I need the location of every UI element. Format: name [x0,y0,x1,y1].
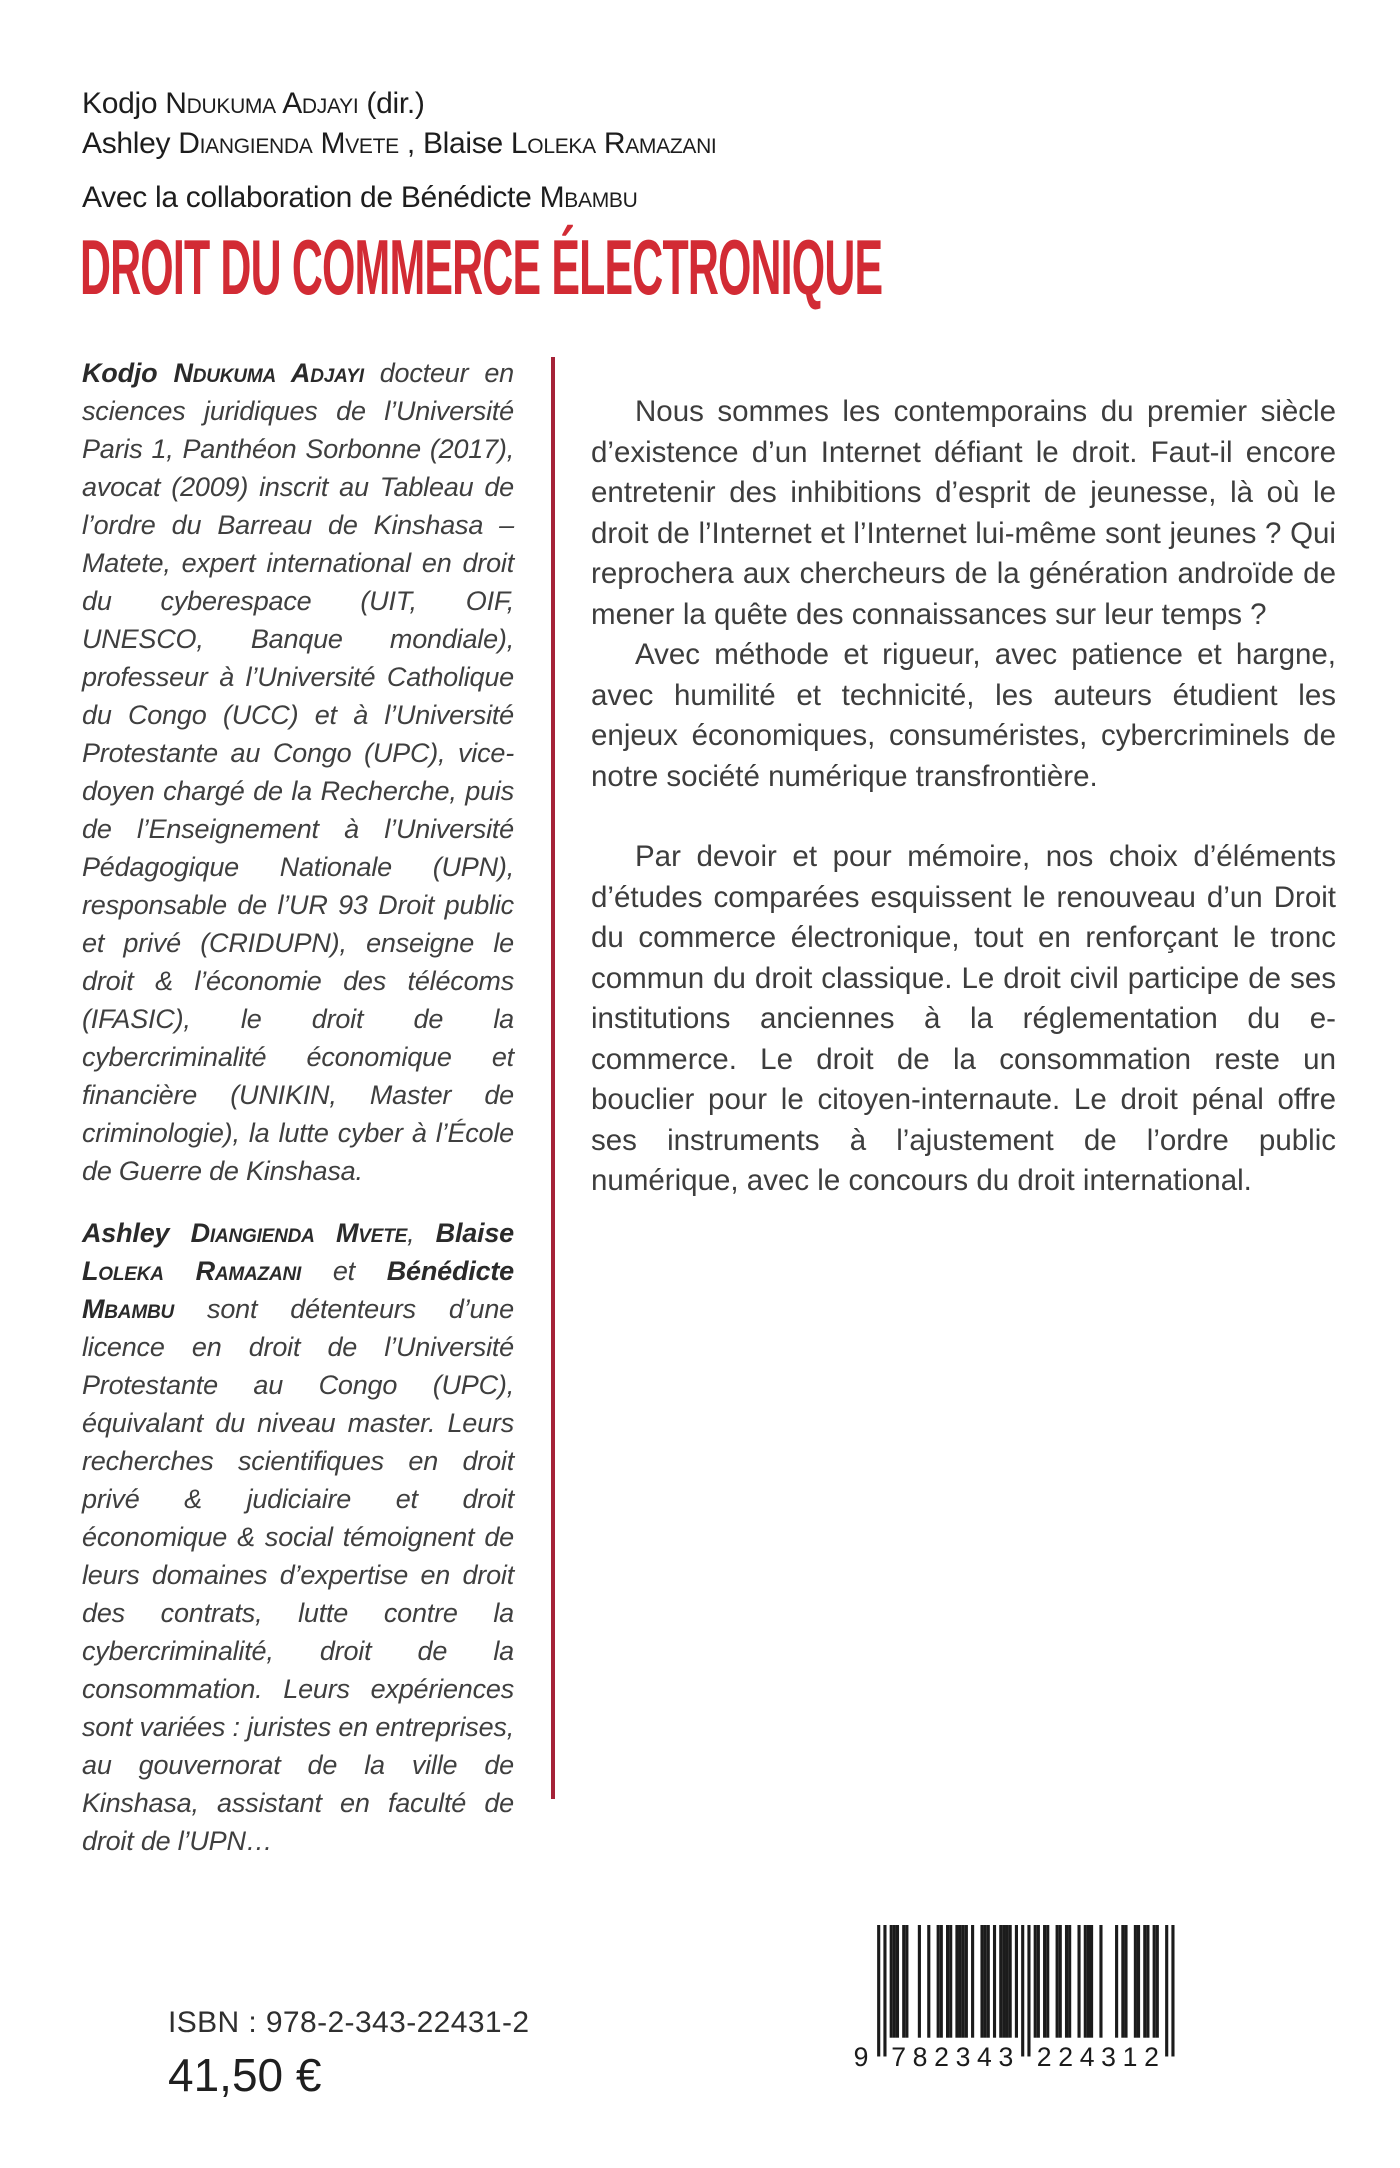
author-first-name: Ashley [82,127,179,160]
author-first-name: Kodjo [82,358,174,388]
bio-text: sont détenteurs d’une licence en droit de l’Université Protestante au Congo (UPC), équivalant du niveau master. Leurs recherches scientifiques en droit privé & judiciaire et droit économique & social témoignent de leurs domaines d’expertise en droit des contrats, lutte contre la cybercriminalité, droit de la consommation. Leurs expériences sont variées : juristes en entreprises, au gouvernorat de la ville de Kinshasa, assistant en faculté de droit de l’UPN… [82,1294,514,1856]
synopsis-paragraph: Par devoir et pour mémoire, nos choix d’éléments d’études comparées esquissent le renouveau d’un Droit du commerce électronique, tout en renforçant le tronc commun du droit classique. Le droit civil participe de ses institutions anciennes à la réglementation du e-commerce. Le droit de la consommation reste un bouclier pour le citoyen-internaute. Le droit pénal offre ses instruments à l’ajustement de l’ordre public numérique, avec le concours du droit international. [591,840,1336,1197]
author-first-name: Kodjo [82,87,166,120]
author-surname: Loleka Ramazani [510,127,717,160]
isbn-text: ISBN : 978-2-343-22431-2 [168,2006,530,2039]
byline-director [82,84,716,124]
author-surname: Ndukuma Adjayi [165,87,359,120]
author-surname: Diangienda Mvete [178,127,399,160]
author-surname: Mbambu [539,181,638,214]
byline-separator: , [398,127,423,160]
bio-text: docteur en sciences juridiques de l’Université Paris 1, Panthéon Sorbonne (2017), avocat (2009) inscrit au Tableau de l’ordre du Barreau de Kinshasa – Matete, expert international en droit du cyberespace (UIT, OIF, UNESCO, Banque mondiale), professeur à l’Université Catholique du Congo (UCC) et à l’Université Protestante au Congo (UPC), vice-doyen chargé de la Recherche, puis de l’Enseignement à l’Université Pédagogique Nationale (UPN), responsable de l’UR 93 Droit public et privé (CRIDUPN), enseigne le droit & l’économie des télécoms (IFASIC), le droit de la cybercriminalité économique et financière (UNIKIN, Master de criminologie), la lutte cyber à l’École de Guerre de Kinshasa. [82,358,514,1186]
author-first-name: Ashley [82,1218,191,1248]
byline-coauthors [82,124,716,164]
author-first-name: Blaise [422,127,511,160]
director-suffix: (dir.) [358,87,425,120]
synopsis-paragraph: Nous sommes les contemporains du premier siècle d’existence d’un Internet défiant le droit. Faut-il encore entretenir des inhibitions d’esprit de jeunesse, là où le droit de l’Internet et l’Internet lui-même sont jeunes ? Qui reprochera aux chercheurs de la génération androïde de mener la quête des connaissances sur leur temps ? [591,395,1336,631]
isbn-price-block [168,2006,530,2102]
barcode-digits-right: 224312 [1036,2041,1159,2069]
author-surname: Loleka Ramazani [82,1256,302,1286]
synopsis-column [591,392,1336,1202]
barcode-digits-left: 782343 [891,2041,1014,2069]
author-first-name: Blaise [435,1218,514,1248]
book-title: DROIT DU COMMERCE ÉLECTRONIQUE [80,223,883,311]
author-surname: Mbambu [82,1294,175,1324]
collaboration-text: Avec la collaboration de Bénédicte [82,181,540,214]
author-surname: Ndukuma Adjayi [173,358,364,388]
bio-separator: , [407,1218,436,1248]
bio-paragraph-director [82,354,514,1190]
bio-conjunction: et [301,1256,387,1286]
barcode-bars [877,1925,1174,2056]
barcode-svg [852,1925,1184,2069]
author-bio-column [82,354,514,1860]
author-first-name: Bénédicte [386,1256,514,1286]
byline-block [82,84,716,218]
author-surname: Diangienda Mvete [190,1218,408,1248]
synopsis-paragraph: Avec méthode et rigueur, avec patience et hargne, avec humilité et technicité, les auteurs étudient les enjeux économiques, consuméristes, cybercriminels de notre société numérique transfrontière. [591,638,1336,793]
barcode-digit-first: 9 [853,2041,869,2069]
bio-paragraph-coauthors [82,1214,514,1860]
barcode [852,1925,1184,2069]
price-text: 41,50 € [168,2049,322,2101]
byline-collaboration [82,178,716,218]
column-divider-rule [551,357,555,1799]
